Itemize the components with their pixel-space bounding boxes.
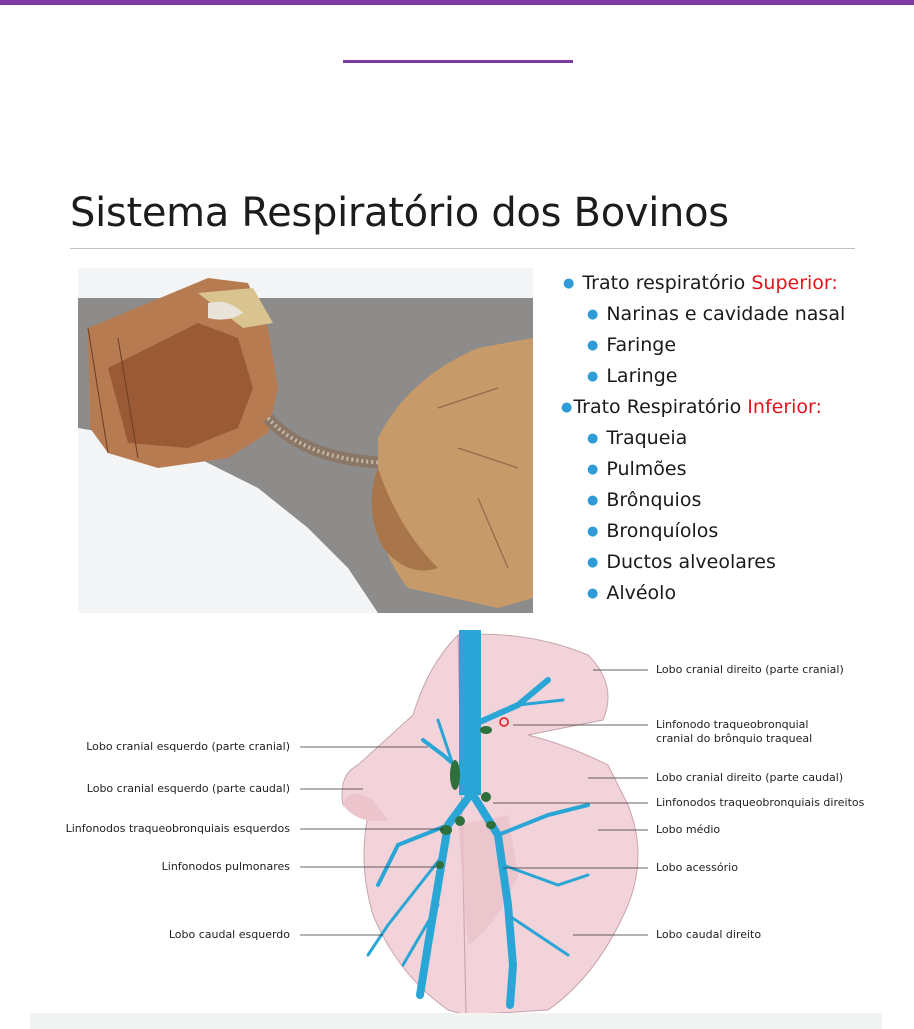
label-lobo-acessorio: Lobo acessório <box>656 861 738 874</box>
label-lobo-cranial-esquerdo-cranial: Lobo cranial esquerdo (parte cranial) <box>86 740 290 753</box>
top-accent-bar <box>0 0 914 5</box>
label-lobo-medio: Lobo médio <box>656 823 721 836</box>
bullet-item: ● Alvéolo <box>587 582 677 604</box>
bullet-item: ● Traqueia <box>587 427 688 449</box>
label-cranial-bronquio-traqueal: cranial do brônquio traqueal <box>656 732 813 745</box>
label-lobo-cranial-esquerdo-caudal: Lobo cranial esquerdo (parte caudal) <box>86 782 290 795</box>
label-linfonodo-traqueobronquial: Linfonodo traqueobronquial <box>656 718 809 731</box>
bullet-superior: ● Trato respiratório Superior: <box>563 272 838 294</box>
bullet-inferior: ●Trato Respiratório Inferior: <box>561 396 822 418</box>
bullet-item: ● Faringe <box>587 334 677 356</box>
title-divider <box>70 248 855 249</box>
bullet-item: ● Narinas e cavidade nasal <box>587 303 846 325</box>
label-linfonodos-pulmonares: Linfonodos pulmonares <box>161 860 290 873</box>
bottom-band <box>30 1013 882 1029</box>
bullet-dot-icon: ● <box>563 276 575 291</box>
label-lobo-caudal-esquerdo: Lobo caudal esquerdo <box>168 928 290 941</box>
bullet-dot-icon: ● <box>561 400 573 415</box>
label-lobo-cranial-direito-cranial: Lobo cranial direito (parte cranial) <box>656 663 844 676</box>
bullet-item: ● Brônquios <box>587 489 702 511</box>
slide-title: Sistema Respiratório dos Bovinos <box>70 190 729 236</box>
bullet-item: ● Bronquíolos <box>587 520 719 542</box>
label-linfonodos-direitos: Linfonodos traqueobronquiais direitos <box>656 796 865 809</box>
head-airway-illustration <box>78 268 533 613</box>
label-lobo-caudal-direito: Lobo caudal direito <box>656 928 762 941</box>
header-underline <box>343 60 573 63</box>
label-lobo-cranial-direito-caudal: Lobo cranial direito (parte caudal) <box>656 771 844 784</box>
bullet-item: ● Laringe <box>587 365 678 387</box>
label-linfonodos-esquerdos: Linfonodos traqueobronquiais esquerdos <box>65 822 290 835</box>
bullet-item: ● Ductos alveolares <box>587 551 776 573</box>
bullet-item: ● Pulmões <box>587 458 687 480</box>
